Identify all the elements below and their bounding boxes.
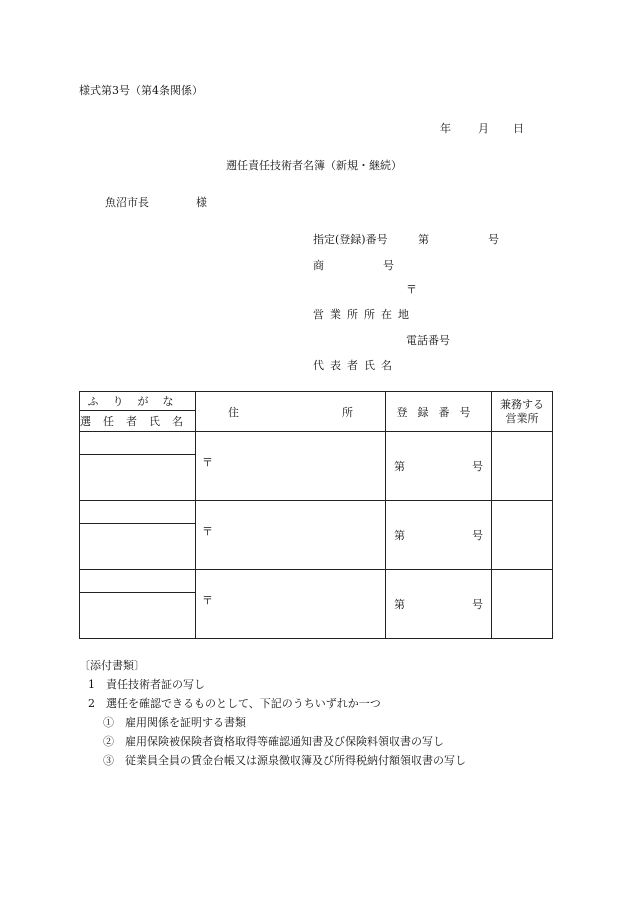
row-1-name xyxy=(80,455,196,501)
row-1-dai: 第 xyxy=(394,460,405,473)
row-1-furigana xyxy=(80,432,196,455)
row-1-go: 号 xyxy=(472,460,483,473)
row-1-address xyxy=(196,432,386,501)
phone-label: 電話番号 xyxy=(406,334,450,347)
furigana-header: ふりがな xyxy=(80,392,196,411)
registration-dai: 第 xyxy=(418,233,429,246)
row-3-address xyxy=(196,570,386,639)
attachment-subitem-2: ② 雇用保険被保険者資格取得等確認通知書及び保険料領収書の写し xyxy=(103,735,444,748)
row-2-concurrent xyxy=(492,501,553,570)
registration-header: 登録番号 xyxy=(386,392,492,432)
date-year: 年 xyxy=(440,122,451,135)
registration-go: 号 xyxy=(488,233,499,246)
date-day: 日 xyxy=(513,122,524,135)
row-3-go: 号 xyxy=(472,598,483,611)
office-address-label: 営業所所在地 xyxy=(313,308,415,321)
row-2-registration xyxy=(386,501,492,570)
row-3-registration xyxy=(386,570,492,639)
addressee-honorific: 様 xyxy=(196,196,207,209)
address-header xyxy=(196,392,386,432)
row-1-postal-mark: 〒 xyxy=(202,456,213,469)
row-2-go: 号 xyxy=(472,529,483,542)
postal-mark: 〒 xyxy=(406,283,417,296)
row-2-name xyxy=(80,524,196,570)
registration-label: 指定(登録)番号 xyxy=(313,233,388,246)
concurrent-header-2: 営業所 xyxy=(505,411,539,425)
representative-label: 代表者氏名 xyxy=(313,359,398,372)
address-header-1: 住 xyxy=(228,405,239,419)
name-header: 選任者氏名 xyxy=(80,411,196,432)
row-3-postal-mark: 〒 xyxy=(202,594,213,607)
attachment-subitem-1: ① 雇用関係を証明する書類 xyxy=(103,716,246,729)
date-month: 月 xyxy=(478,122,489,135)
row-3-name xyxy=(80,593,196,639)
addressee-name: 魚沼市長 xyxy=(105,196,149,209)
trade-name-label-2: 号 xyxy=(383,259,394,272)
row-2-dai: 第 xyxy=(394,529,405,542)
concurrent-header xyxy=(492,392,553,432)
technician-table xyxy=(79,391,553,639)
attachment-item-1: 1 責任技術者証の写し xyxy=(88,678,205,691)
row-1-concurrent xyxy=(492,432,553,501)
row-1-registration xyxy=(386,432,492,501)
concurrent-header-1: 兼務する xyxy=(500,397,544,411)
form-number: 様式第3号（第4条関係） xyxy=(79,84,203,97)
address-header-2: 所 xyxy=(342,405,353,419)
trade-name-label-1: 商 xyxy=(313,259,324,272)
attachment-item-2: 2 選任を確認できるものとして、下記のうちいずれか一つ xyxy=(88,697,381,710)
row-2-postal-mark: 〒 xyxy=(202,525,213,538)
row-2-furigana xyxy=(80,501,196,524)
attachment-subitem-3: ③ 従業員全員の賃金台帳又は源泉徴収簿及び所得税納付額領収書の写し xyxy=(103,754,466,767)
page-title: 遡任責任技術者名簿（新規・継続） xyxy=(226,159,402,172)
row-3-dai: 第 xyxy=(394,598,405,611)
row-3-concurrent xyxy=(492,570,553,639)
row-3-furigana xyxy=(80,570,196,593)
row-2-address xyxy=(196,501,386,570)
attachments-heading: 〔添付書類〕 xyxy=(79,659,145,672)
